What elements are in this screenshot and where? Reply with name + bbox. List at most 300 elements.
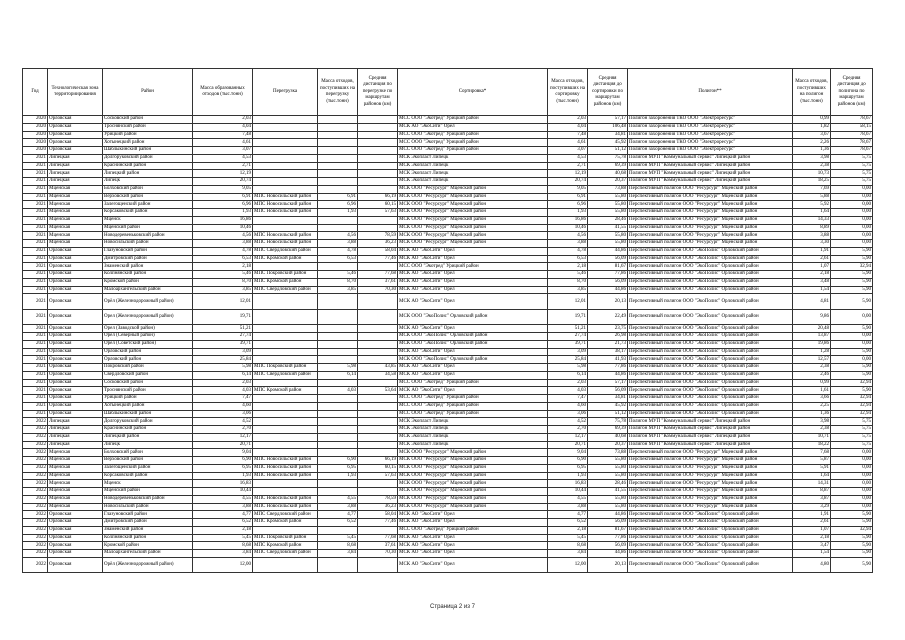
header-zone: Технологическая зона территориирования: [48, 69, 103, 116]
cell-sorting-distance: 41,55: [588, 488, 628, 496]
cell-landfill-distance: 0,00: [831, 333, 873, 341]
cell-sorting-mass: 2,18: [548, 526, 588, 534]
cell-generated-mass: 12,00: [193, 557, 253, 573]
table-row: [23, 170, 873, 178]
cell-district: Мценск: [103, 216, 193, 224]
cell-transfer-distance: [358, 426, 398, 434]
cell-year: 2021: [23, 364, 48, 372]
cell-transfer-distance: [358, 526, 398, 534]
cell-sorting-mass: 2,70: [548, 426, 588, 434]
cell-landfill: Перспективный полигон ООО "ЭкоПолис" Орловский район: [628, 410, 793, 418]
cell-sorting: МСК ООО "Ресурсург" Мценский район: [398, 209, 548, 217]
cell-sorting-mass: 2,18: [548, 263, 588, 271]
cell-generated-mass: 5,45: [193, 534, 253, 542]
cell-sorting-mass: 6,91: [548, 193, 588, 201]
cell-landfill: Перспективный полигон ООО "ЭкоПолис" Орловский район: [628, 271, 793, 279]
cell-transfer-mass: 6,14: [318, 371, 358, 379]
cell-transfer-distance: [358, 325, 398, 333]
cell-sorting: МСК ООО "Ресурсург" Мценский район: [398, 449, 548, 457]
cell-transfer-mass: [318, 441, 358, 449]
cell-transfer: МПС Новосильский район: [253, 209, 318, 217]
cell-sorting-distance: 45,92: [588, 402, 628, 410]
cell-sorting: МСК ООО "Ресурсург" Мценский район: [398, 472, 548, 480]
cell-sorting: МСК ООО "Ресурсург" Мценский район: [398, 503, 548, 511]
cell-sorting-mass: 3,06: [548, 410, 588, 418]
cell-landfill: Полигон МУП "Коммунальный сервис" Липецкий район: [628, 154, 793, 162]
cell-sorting: МСК ООО "ЭкоПолис" Орловский район: [398, 340, 548, 348]
cell-sorting: МСК Экопласт Липецк: [398, 162, 548, 170]
cell-zone: Липецкая: [48, 154, 103, 162]
cell-sorting-distance: 56,09: [588, 542, 628, 550]
cell-landfill: Перспективный полигон ООО "Ресурсург" Мценский район: [628, 495, 793, 503]
table-row: [23, 379, 873, 387]
cell-generated-mass: 6,14: [193, 371, 253, 379]
cell-transfer-mass: [318, 526, 358, 534]
cell-transfer-distance: [358, 178, 398, 186]
cell-zone: Мценская: [48, 216, 103, 224]
cell-year: 2021: [23, 247, 48, 255]
cell-sorting: МСК ООО "Ресурсург" Мценский район: [398, 495, 548, 503]
cell-landfill-distance: 32,94: [831, 379, 873, 387]
cell-landfill-mass: 13,87: [793, 333, 831, 341]
table-row: [23, 356, 873, 364]
table-row: [23, 441, 873, 449]
table-row: [23, 309, 873, 325]
cell-landfill-mass: 3,30: [793, 240, 831, 248]
cell-year: 2021: [23, 387, 48, 395]
cell-zone: Мценская: [48, 209, 103, 217]
cell-sorting: МСК АО "ЭкоСити" Орел: [398, 247, 548, 255]
cell-generated-mass: 5,46: [193, 271, 253, 279]
table-row: [23, 224, 873, 232]
cell-sorting-mass: 6,90: [548, 457, 588, 465]
cell-landfill: Перспективный полигон ООО "Ресурсург" Мценский район: [628, 503, 793, 511]
cell-sorting: МСС ООО "Экотред" Урицкий район: [398, 131, 548, 139]
cell-landfill-mass: 2,61: [793, 255, 831, 263]
cell-transfer: [253, 147, 318, 155]
cell-generated-mass: 6,52: [193, 519, 253, 527]
cell-zone: Орловская: [48, 395, 103, 403]
table-header-row: [23, 69, 873, 116]
cell-district: Урицкий район: [103, 395, 193, 403]
cell-landfill-mass: 3,98: [793, 418, 831, 426]
cell-landfill-mass: 2,25: [793, 402, 831, 410]
cell-landfill-distance: 5,90: [831, 278, 873, 286]
cell-transfer: [253, 333, 318, 341]
table-row: [23, 418, 873, 426]
cell-transfer: [253, 154, 318, 162]
cell-generated-mass: 3,85: [193, 286, 253, 294]
cell-transfer-mass: [318, 185, 358, 193]
cell-sorting: МСК ООО "Ресурсург" Мценский район: [398, 457, 548, 465]
cell-landfill: Полигон МУП "Коммунальный сервис" Липецкий район: [628, 433, 793, 441]
cell-district: Кромской район: [103, 278, 193, 286]
table-row: [23, 116, 873, 124]
cell-generated-mass: 4,03: [193, 387, 253, 395]
cell-landfill: Перспективный полигон ООО "ЭкоПолис" Орловский район: [628, 511, 793, 519]
cell-transfer: [253, 557, 318, 573]
cell-year: 2021: [23, 232, 48, 240]
cell-transfer-mass: [318, 480, 358, 488]
cell-zone: Орловская: [48, 511, 103, 519]
cell-landfill-mass: 2,38: [793, 162, 831, 170]
cell-landfill: Перспективный полигон ООО "ЭкоПолис" Орловский район: [628, 286, 793, 294]
cell-generated-mass: 3,09: [193, 348, 253, 356]
cell-sorting-mass: 4,78: [548, 247, 588, 255]
cell-district: Мценск: [103, 480, 193, 488]
cell-transfer: [253, 139, 318, 147]
cell-landfill-distance: 5,75: [831, 441, 873, 449]
cell-generated-mass: 7,47: [193, 395, 253, 403]
cell-zone: Орловская: [48, 325, 103, 333]
cell-year: 2021: [23, 178, 48, 186]
cell-sorting: МСК ООО "Ресурсург" Мценский район: [398, 224, 548, 232]
cell-landfill-mass: 5,88: [793, 193, 831, 201]
cell-generated-mass: 10,44: [193, 488, 253, 496]
cell-year: 2020: [23, 139, 48, 147]
cell-district: Мценский район: [103, 224, 193, 232]
cell-landfill: Перспективный полигон ООО "Ресурсург" Мценский район: [628, 201, 793, 209]
cell-zone: Орловская: [48, 534, 103, 542]
cell-year: 2021: [23, 356, 48, 364]
cell-landfill-distance: 0,00: [831, 185, 873, 193]
cell-sorting-mass: 7,47: [548, 395, 588, 403]
cell-landfill-distance: 0,00: [831, 457, 873, 465]
cell-transfer-mass: [318, 216, 358, 224]
cell-transfer-distance: 36,23: [358, 503, 398, 511]
cell-landfill-mass: 1,36: [793, 410, 831, 418]
cell-sorting-distance: 26,98: [588, 333, 628, 341]
cell-sorting: МСС ООО "Экотред" Урицкий район: [398, 526, 548, 534]
cell-transfer-distance: [358, 441, 398, 449]
cell-generated-mass: 6,91: [193, 193, 253, 201]
table-row: [23, 395, 873, 403]
cell-zone: Орловская: [48, 379, 103, 387]
cell-landfill-mass: 10,71: [793, 433, 831, 441]
cell-year: 2021: [23, 402, 48, 410]
cell-generated-mass: 6,90: [193, 457, 253, 465]
cell-landfill-distance: 5,75: [831, 154, 873, 162]
cell-transfer-distance: [358, 216, 398, 224]
cell-transfer-distance: [358, 224, 398, 232]
cell-sorting: МСК Экопласт Липецк: [398, 178, 548, 186]
cell-year: 2022: [23, 526, 48, 534]
cell-landfill-mass: 14,31: [793, 480, 831, 488]
cell-sorting-distance: 55,80: [588, 209, 628, 217]
cell-landfill-mass: 1,54: [793, 286, 831, 294]
cell-landfill-mass: 1,61: [793, 387, 831, 395]
cell-generated-mass: 8,68: [193, 542, 253, 550]
cell-zone: Мценская: [48, 193, 103, 201]
cell-sorting: МСК АО "ЭкоСити" Орел: [398, 278, 548, 286]
cell-district: Дмитровский район: [103, 255, 193, 263]
table-row: [23, 162, 873, 170]
cell-sorting-distance: 21,73: [588, 340, 628, 348]
cell-sorting-distance: 34,81: [588, 395, 628, 403]
cell-transfer-mass: [318, 395, 358, 403]
cell-sorting: МСС ООО "Экотред" Урицкий район: [398, 147, 548, 155]
cell-landfill-mass: 1,36: [793, 147, 831, 155]
cell-sorting: МСК АО "ЭкоСити" Орел: [398, 519, 548, 527]
cell-sorting-distance: 81,67: [588, 263, 628, 271]
cell-sorting-distance: 34,81: [588, 131, 628, 139]
cell-transfer-mass: 3,85: [318, 286, 358, 294]
table-row: [23, 240, 873, 248]
cell-sorting-mass: 9,04: [548, 449, 588, 457]
cell-landfill-mass: 7,69: [793, 185, 831, 193]
cell-sorting-distance: 55,80: [588, 457, 628, 465]
cell-sorting: МСК АО "ЭкоСити" Орел: [398, 271, 548, 279]
cell-landfill: Перспективный полигон ООО "ЭкоПолис" Орловский район: [628, 534, 793, 542]
cell-district: Покровский район: [103, 364, 193, 372]
cell-landfill-mass: 0,99: [793, 379, 831, 387]
cell-transfer: [253, 348, 318, 356]
cell-generated-mass: 4,04: [193, 123, 253, 131]
cell-sorting-mass: 1,93: [548, 472, 588, 480]
table-row: [23, 348, 873, 356]
cell-transfer-distance: 37,61: [358, 542, 398, 550]
cell-district: Новосильский район: [103, 240, 193, 248]
cell-transfer: МПС Свердловский район: [253, 371, 318, 379]
cell-transfer-distance: [358, 123, 398, 131]
cell-landfill-distance: 5,90: [831, 255, 873, 263]
cell-sorting-mass: 12,17: [548, 433, 588, 441]
table-row: [23, 503, 873, 511]
table-row: [23, 201, 873, 209]
cell-transfer-mass: [318, 402, 358, 410]
cell-sorting-distance: 23,75: [588, 325, 628, 333]
cell-year: 2020: [23, 147, 48, 155]
cell-sorting-distance: 20,37: [588, 441, 628, 449]
cell-sorting-distance: 55,80: [588, 472, 628, 480]
table-row: [23, 495, 873, 503]
cell-transfer: [253, 170, 318, 178]
cell-transfer-mass: [318, 426, 358, 434]
cell-landfill-distance: 0,00: [831, 340, 873, 348]
cell-landfill-mass: 2,26: [793, 139, 831, 147]
cell-sorting-distance: 28,46: [588, 216, 628, 224]
cell-sorting-mass: 16,83: [548, 480, 588, 488]
cell-sorting-mass: 51,21: [548, 325, 588, 333]
cell-landfill-mass: 3,66: [793, 395, 831, 403]
cell-transfer-distance: [358, 263, 398, 271]
cell-transfer-distance: [358, 162, 398, 170]
table-row: [23, 154, 873, 162]
table-row: [23, 325, 873, 333]
cell-landfill-distance: 32,94: [831, 402, 873, 410]
cell-year: 2022: [23, 449, 48, 457]
table-row: [23, 511, 873, 519]
cell-transfer-distance: [358, 116, 398, 124]
cell-year: 2022: [23, 557, 48, 573]
cell-landfill-distance: 0,00: [831, 480, 873, 488]
cell-district: Долгоруковский район: [103, 154, 193, 162]
cell-zone: Мценская: [48, 472, 103, 480]
cell-transfer: [253, 309, 318, 325]
cell-transfer-mass: [318, 147, 358, 155]
cell-generated-mass: 4,55: [193, 495, 253, 503]
cell-landfill-distance: 0,00: [831, 503, 873, 511]
cell-transfer-distance: 66,19: [358, 193, 398, 201]
cell-generated-mass: 1,93: [193, 209, 253, 217]
cell-sorting-mass: 2,03: [548, 379, 588, 387]
cell-sorting-mass: 6,95: [548, 464, 588, 472]
cell-district: Свердловский район: [103, 371, 193, 379]
cell-sorting-mass: 5,46: [548, 271, 588, 279]
cell-sorting: МСК Экопласт Липецк: [398, 426, 548, 434]
cell-sorting: МСК АО "ЭкоСити" Орел: [398, 364, 548, 372]
cell-landfill-distance: 78,67: [831, 131, 873, 139]
cell-sorting-distance: 69,39: [588, 426, 628, 434]
cell-sorting-distance: 40,68: [588, 433, 628, 441]
cell-landfill-mass: 2,18: [793, 534, 831, 542]
cell-zone: Орловская: [48, 542, 103, 550]
cell-landfill: Полигон захоронения ТКО ООО "Электроресурс": [628, 139, 793, 147]
cell-transfer: МПС Новосильский район: [253, 193, 318, 201]
cell-year: 2020: [23, 131, 48, 139]
cell-generated-mass: 9,04: [193, 449, 253, 457]
cell-year: 2022: [23, 441, 48, 449]
cell-landfill-distance: 5,90: [831, 534, 873, 542]
cell-district: Долгоруковский район: [103, 418, 193, 426]
cell-landfill: Перспективный полигон ООО "Ресурсург" Мценский район: [628, 472, 793, 480]
cell-landfill-distance: 5,90: [831, 364, 873, 372]
cell-year: 2021: [23, 333, 48, 341]
cell-transfer-mass: 5,45: [318, 534, 358, 542]
table-row: [23, 209, 873, 217]
header-transfer-distance: Средняя дистанция по перегрузке по маршрутам районов (км): [358, 69, 398, 116]
cell-landfill-mass: 4,80: [793, 557, 831, 573]
cell-landfill-mass: 5,91: [793, 464, 831, 472]
cell-transfer-mass: [318, 557, 358, 573]
cell-landfill-distance: 5,90: [831, 325, 873, 333]
cell-sorting: МСК ООО "Ресурсург" Мценский район: [398, 193, 548, 201]
cell-transfer-distance: 34,58: [358, 371, 398, 379]
cell-transfer: МПС Новосильский район: [253, 201, 318, 209]
cell-sorting-mass: 3,09: [548, 348, 588, 356]
cell-district: Верховский район: [103, 457, 193, 465]
cell-transfer: [253, 449, 318, 457]
cell-landfill-mass: 9,86: [793, 309, 831, 325]
table-row: [23, 139, 873, 147]
cell-landfill-mass: 1,07: [793, 263, 831, 271]
cell-sorting-distance: 45,92: [588, 139, 628, 147]
cell-landfill-distance: 5,90: [831, 371, 873, 379]
cell-sorting: МСК АО "ЭкоСити" Орел: [398, 557, 548, 573]
cell-landfill-mass: 3,29: [793, 503, 831, 511]
cell-zone: Мценская: [48, 503, 103, 511]
cell-transfer: [253, 526, 318, 534]
cell-landfill-distance: 0,00: [831, 209, 873, 217]
cell-transfer-mass: 6,91: [318, 193, 358, 201]
cell-generated-mass: 3,84: [193, 550, 253, 558]
cell-transfer-distance: [358, 147, 398, 155]
cell-transfer: [253, 402, 318, 410]
cell-sorting-mass: 10,46: [548, 224, 588, 232]
cell-generated-mass: 10,46: [193, 224, 253, 232]
table-row: [23, 193, 873, 201]
cell-zone: Орловская: [48, 333, 103, 341]
cell-zone: Орловская: [48, 294, 103, 310]
cell-zone: Мценская: [48, 457, 103, 465]
cell-transfer-mass: 5,98: [318, 364, 358, 372]
cell-sorting-mass: 20,71: [548, 441, 588, 449]
cell-transfer-distance: [358, 395, 398, 403]
cell-landfill-distance: 0,00: [831, 488, 873, 496]
cell-sorting-mass: 5,98: [548, 364, 588, 372]
cell-landfill: Перспективный полигон ООО "ЭкоПолис" Орловский район: [628, 333, 793, 341]
cell-transfer: [253, 356, 318, 364]
cell-year: 2021: [23, 224, 48, 232]
table-row: [23, 247, 873, 255]
cell-district: Шаблыкинский район: [103, 147, 193, 155]
cell-landfill-mass: 8,89: [793, 224, 831, 232]
cell-district: Залегощенский район: [103, 464, 193, 472]
header-landfill-distance: Средняя дистанция до полигона по маршрутам районов (км): [831, 69, 873, 116]
cell-district: Дмитровский район: [103, 519, 193, 527]
cell-sorting: МСК ООО "Ресурсург" Мценский район: [398, 185, 548, 193]
cell-landfill: Перспективный полигон ООО "Ресурсург" Мценский район: [628, 216, 793, 224]
cell-landfill: Перспективный полигон ООО "ЭкоПолис" Орловский район: [628, 387, 793, 395]
cell-transfer-distance: [358, 170, 398, 178]
cell-transfer-distance: [358, 294, 398, 310]
cell-sorting: МСК АО "ЭкоСити" Орел: [398, 550, 548, 558]
cell-landfill-distance: 5,90: [831, 271, 873, 279]
cell-landfill-mass: 10,73: [793, 170, 831, 178]
cell-landfill-distance: 0,00: [831, 356, 873, 364]
cell-sorting-mass: 4,77: [548, 511, 588, 519]
cell-landfill: Перспективный полигон ООО "Ресурсург" Мценский район: [628, 457, 793, 465]
cell-transfer: [253, 340, 318, 348]
cell-transfer-distance: 58,04: [358, 511, 398, 519]
cell-landfill-mass: 1,91: [793, 511, 831, 519]
cell-sorting: МСК ООО "ЭкоПолис" Орловский район: [398, 309, 548, 325]
cell-transfer-mass: [318, 123, 358, 131]
cell-transfer: [253, 441, 318, 449]
cell-generated-mass: 9,05: [193, 185, 253, 193]
cell-generated-mass: 4,52: [193, 418, 253, 426]
cell-landfill: Перспективный полигон ООО "ЭкоПолис" Орловский район: [628, 348, 793, 356]
cell-landfill-distance: 5,90: [831, 519, 873, 527]
cell-district: Новосильский район: [103, 503, 193, 511]
cell-landfill: Полигон захоронения ТКО ООО "Электроресурс": [628, 123, 793, 131]
cell-district: Орловский район: [103, 348, 193, 356]
cell-transfer-distance: [358, 154, 398, 162]
table-row: [23, 449, 873, 457]
cell-generated-mass: 4,78: [193, 247, 253, 255]
cell-transfer-mass: 6,90: [318, 457, 358, 465]
cell-sorting-mass: 3,85: [548, 286, 588, 294]
cell-landfill: Перспективный полигон ООО "ЭкоПолис" Орловский район: [628, 542, 793, 550]
cell-landfill-mass: 12,57: [793, 356, 831, 364]
cell-transfer: [253, 178, 318, 186]
cell-sorting-mass: 6,53: [548, 255, 588, 263]
cell-sorting-distance: 57,17: [588, 379, 628, 387]
cell-sorting-distance: 55,80: [588, 464, 628, 472]
cell-district: Орловский район: [103, 356, 193, 364]
cell-sorting: МСК Экопласт Липецк: [398, 154, 548, 162]
cell-zone: Липецкая: [48, 433, 103, 441]
cell-generated-mass: 2,70: [193, 426, 253, 434]
cell-zone: Липецкая: [48, 441, 103, 449]
cell-generated-mass: 39,71: [193, 340, 253, 348]
cell-landfill: Перспективный полигон ООО "ЭкоПолис" Орловский район: [628, 402, 793, 410]
table-row: [23, 557, 873, 573]
cell-transfer: МПС Новосильский район: [253, 472, 318, 480]
cell-year: 2022: [23, 457, 48, 465]
cell-district: Хотынецкий район: [103, 402, 193, 410]
cell-transfer: МПС Кромской район: [253, 278, 318, 286]
